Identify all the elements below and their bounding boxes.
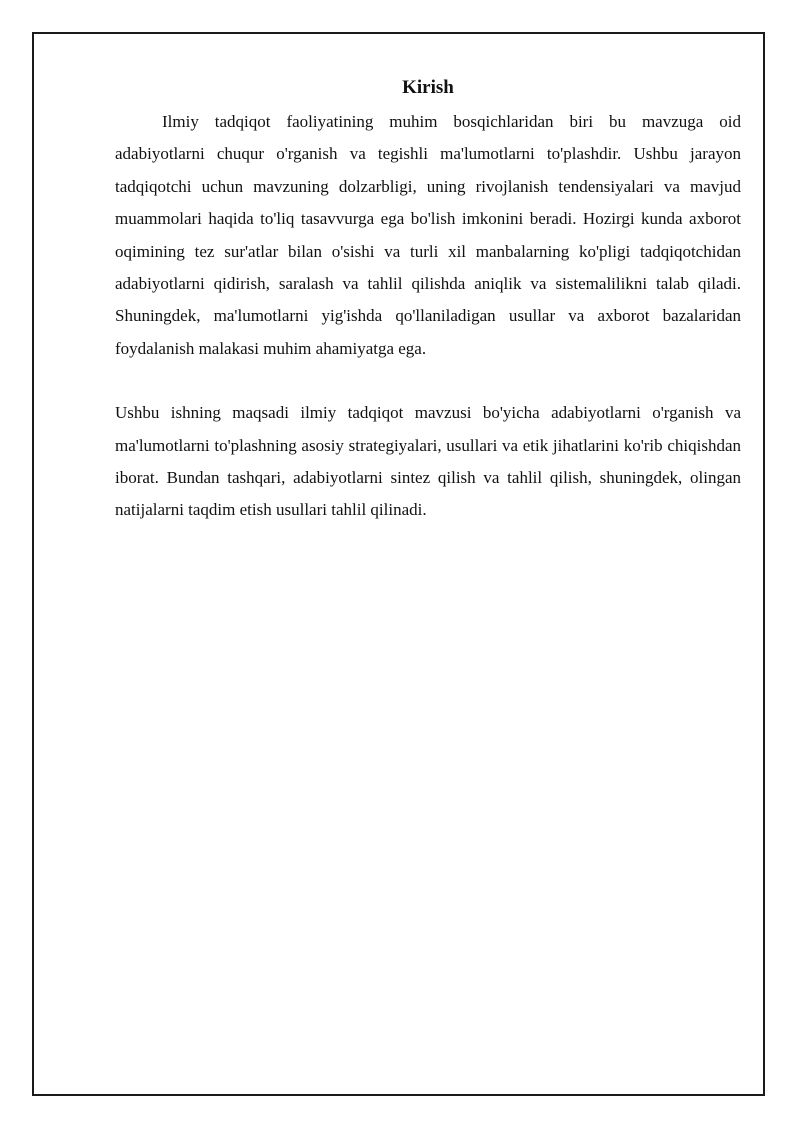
document-title: Kirish: [402, 77, 454, 98]
intro-paragraph-1: Ilmiy tadqiqot faoliyatining muhim bosqichlaridan biri bu mavzuga oid adabiyotlarni chuqur o'rganish va tegishli ma'lumotlarni to'plashdir. Ushbu jarayon tadqiqotchi uchun mavzuning dolzarbligi, uning rivojlanish tendensiyalari va mavjud muammolari haqida to'liq tasavvurga ega bo'lish imkonini beradi. Hozirgi kunda axborot oqimining tez sur'atlar bilan o'sishi va turli xil manbalarning ko'pligi tadqiqotchidan adabiyotlarni qidirish, saralash va tahlil qilishda aniqlik va sistemalilikni talab qiladi. Shuningdek, ma'lumotlarni yig'ishda qo'llaniladigan usullar va axborot bazalaridan foydalanish malakasi muhim ahamiyatga ega.: [115, 112, 741, 358]
document-body: [115, 74, 741, 527]
paragraph-spacer: [115, 365, 741, 397]
intro-paragraph-2: Ushbu ishning maqsadi ilmiy tadqiqot mavzusi bo'yicha adabiyotlarni o'rganish va ma'lumotlarni to'plashning asosiy strategiyalari, usullari va etik jihatlarini ko'rib chiqishdan iborat. Bundan tashqari, adabiyotlarni sintez qilish va tahlil qilish, shuningdek, olingan natijalarni taqdim etish usullari tahlil qilinadi.: [115, 403, 741, 520]
